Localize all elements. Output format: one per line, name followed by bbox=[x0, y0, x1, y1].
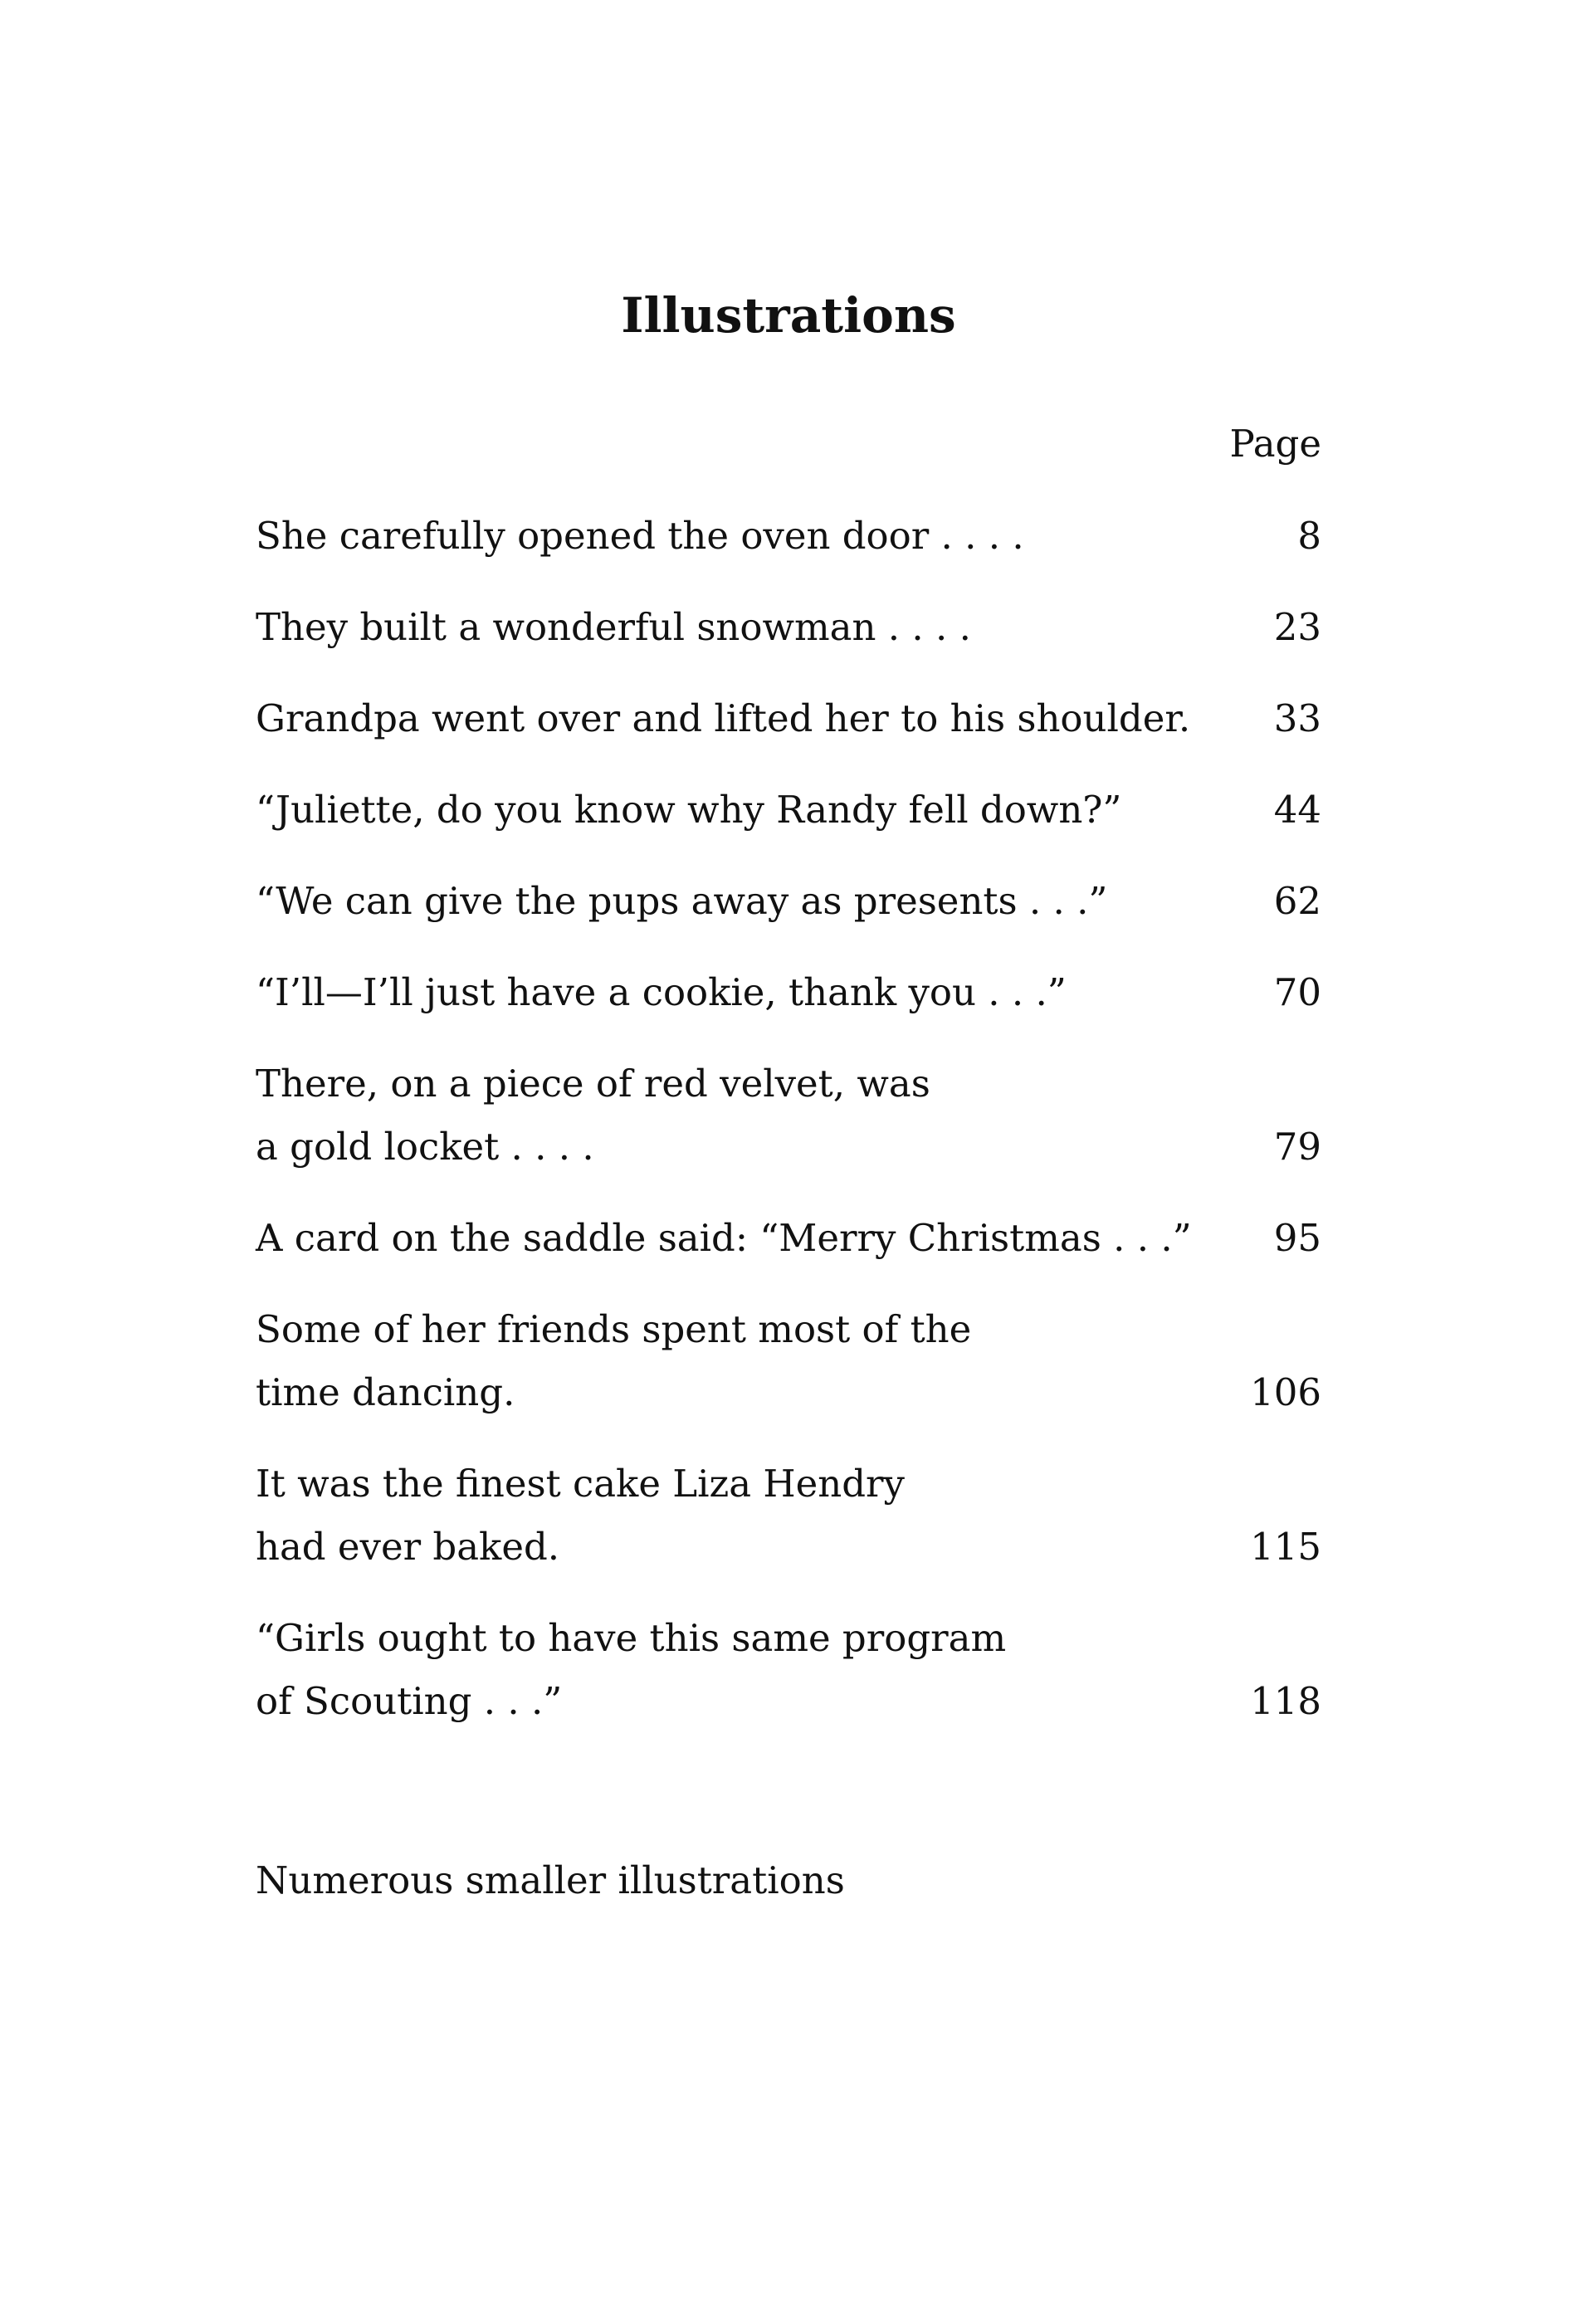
illustration-page-number: 115 bbox=[1250, 1525, 1321, 1569]
illustrations-list bbox=[256, 505, 1321, 1761]
list-item bbox=[256, 1452, 1321, 1579]
illustration-caption: Some of her friends spent most of the time dancing. bbox=[256, 1307, 972, 1414]
illustration-page-number: 44 bbox=[1273, 788, 1321, 832]
list-item bbox=[256, 1207, 1321, 1270]
illustration-caption: “Girls ought to have this same program of Scouting . . .” bbox=[256, 1616, 1007, 1723]
list-item bbox=[256, 961, 1321, 1024]
illustration-page-number: 33 bbox=[1273, 696, 1321, 740]
illustration-page-number: 95 bbox=[1273, 1216, 1321, 1260]
list-item bbox=[256, 687, 1321, 750]
page-column-header: Page bbox=[1229, 422, 1321, 466]
illustration-caption: “We can give the pups away as presents . . .” bbox=[256, 879, 1108, 923]
list-item bbox=[256, 1607, 1321, 1733]
illustration-caption: There, on a piece of red velvet, was a gold locket . . . . bbox=[256, 1062, 930, 1169]
illustration-caption: Grandpa went over and lifted her to his shoulder. bbox=[256, 696, 1191, 740]
list-item bbox=[256, 870, 1321, 933]
list-item bbox=[256, 505, 1321, 568]
illustration-caption: She carefully opened the oven door . . . . bbox=[256, 514, 1024, 558]
list-item bbox=[256, 1052, 1321, 1179]
illustration-caption: A card on the saddle said: “Merry Christmas . . .” bbox=[256, 1216, 1192, 1260]
illustration-page-number: 118 bbox=[1250, 1679, 1321, 1723]
illustration-caption: It was the finest cake Liza Hendry had ever baked. bbox=[256, 1462, 905, 1569]
illustration-page-number: 8 bbox=[1297, 514, 1321, 558]
illustration-caption: They built a wonderful snowman . . . . bbox=[256, 605, 971, 649]
illustration-page-number: 106 bbox=[1250, 1370, 1321, 1414]
list-item bbox=[256, 596, 1321, 659]
illustration-page-number: 79 bbox=[1273, 1125, 1321, 1169]
page-title: Illustrations bbox=[621, 287, 956, 344]
illustration-page-number: 62 bbox=[1273, 879, 1321, 923]
footnote-smaller-illustrations: Numerous smaller illustrations bbox=[256, 1858, 845, 1902]
illustration-page-number: 70 bbox=[1273, 970, 1321, 1014]
illustration-page-number: 23 bbox=[1273, 605, 1321, 649]
list-item bbox=[256, 779, 1321, 842]
illustration-caption: “Juliette, do you know why Randy fell down?” bbox=[256, 788, 1122, 832]
list-item bbox=[256, 1298, 1321, 1424]
illustration-caption: “I’ll—I’ll just have a cookie, thank you . . .” bbox=[256, 970, 1067, 1014]
